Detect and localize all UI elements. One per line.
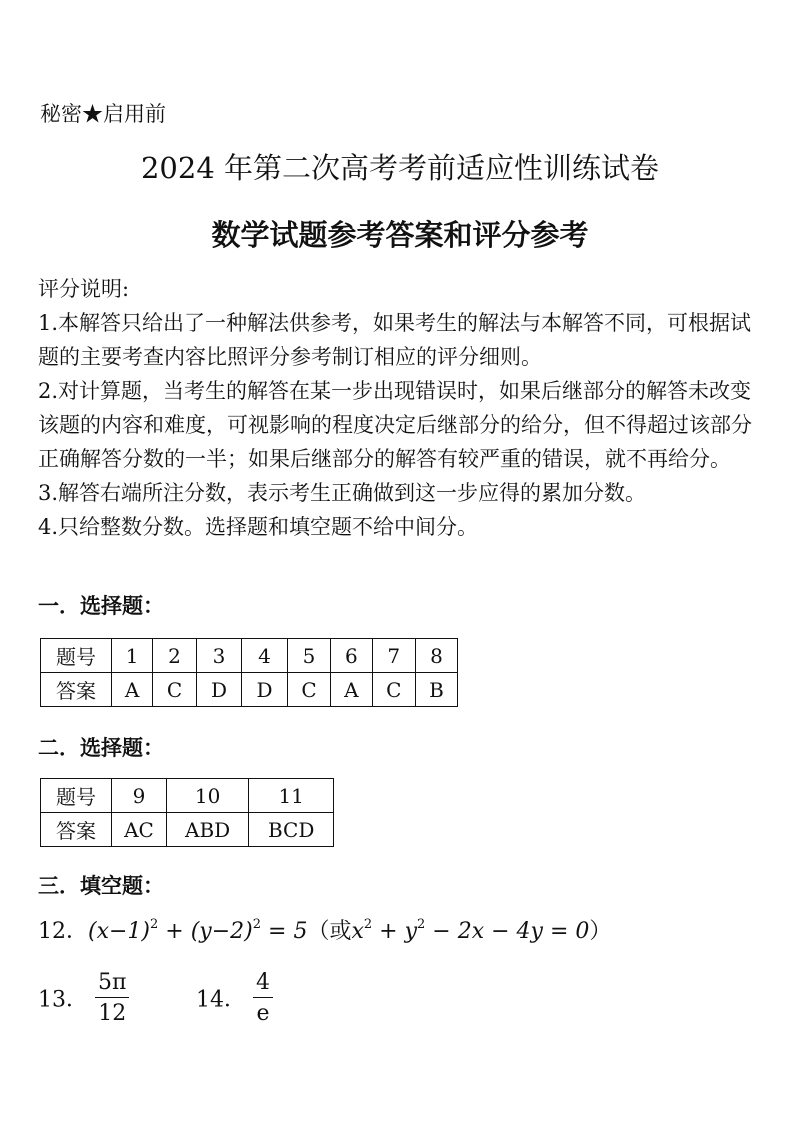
question-number: 7: [372, 639, 416, 673]
scoring-notes-heading: 评分说明:: [38, 277, 130, 301]
section-1-answer-table: [40, 638, 458, 707]
section-3-heading: 三．填空题：: [38, 874, 164, 898]
answer-cell: C: [287, 673, 331, 707]
answer-cell: ABD: [166, 813, 248, 847]
eq-exponent: 2: [363, 917, 373, 932]
question-number: 9: [112, 779, 167, 813]
alt-open: （或: [307, 919, 352, 944]
numerator: 5π: [95, 970, 129, 998]
alt-close: ）: [589, 919, 612, 944]
exam-title: 2024 年第二次高考考前适应性训练试卷: [140, 151, 660, 185]
scoring-note: 4.只给整数分数。选择题和填空题不给中间分。: [38, 515, 479, 539]
eq-exponent: 2: [150, 917, 159, 932]
numerator: 4: [253, 970, 273, 998]
eq-op: +: [372, 919, 405, 944]
answer-cell: C: [153, 673, 197, 707]
question-number-row: [41, 639, 458, 673]
denominator: 12: [98, 1001, 127, 1026]
eq-term: (y−2): [190, 919, 253, 944]
scoring-note: 3.解答右端所注分数，表示考生正确做到这一步应得的累加分数。: [38, 481, 647, 505]
scoring-note: 1.本解答只给出了一种解法供参考，如果考生的解法与本解答不同，可根据试题的主要考查内容比照评分参考制订相应的评分细则。: [38, 311, 752, 369]
scoring-note: 2.对计算题，当考生的解答在某一步出现错误时，如果后继部分的解答未改变该题的内容和难度，可视影响的程度决定后继部分的给分，但不得超过该部分正确解答分数的一半；如果后继部分的解答有较严重的错误，就不再给分。: [38, 379, 752, 471]
answer-cell: B: [416, 673, 458, 707]
question-number: 14．: [196, 987, 246, 1013]
question-number: 3: [196, 639, 241, 673]
answer-row: [41, 813, 334, 847]
eq-term: x: [351, 919, 364, 944]
eq-rhs: = 5: [261, 919, 308, 944]
denominator: e: [256, 1001, 270, 1026]
eq-op: +: [158, 919, 191, 944]
answer-12: [38, 914, 611, 945]
question-number: 13．: [38, 987, 88, 1013]
question-number-row: [41, 779, 334, 813]
question-number: 6: [331, 639, 372, 673]
answer-cell: A: [331, 673, 372, 707]
answer-cell: D: [196, 673, 241, 707]
question-number: 10: [166, 779, 248, 813]
fraction: [253, 970, 273, 1026]
question-number: 11: [249, 779, 334, 813]
answer-cell: A: [112, 673, 153, 707]
row-label: 题号: [41, 779, 112, 813]
alt-equation: [351, 919, 589, 944]
eq-term: (x−1): [88, 919, 151, 944]
row-label: 答案: [41, 813, 112, 847]
answer-13: [38, 970, 129, 1026]
question-number: 1: [112, 639, 153, 673]
circle-equation: [88, 919, 307, 944]
answer-14: [196, 970, 273, 1026]
section-2-heading: 二．选择题：: [38, 736, 164, 760]
eq-term: y: [404, 919, 418, 944]
question-number: 12．: [38, 919, 88, 944]
secret-label: 秘密★启用前: [40, 102, 166, 126]
row-label: 题号: [41, 639, 112, 673]
section-2-answer-table: [40, 778, 334, 847]
scoring-notes: [38, 272, 768, 544]
eq-rest: − 2x − 4y = 0: [425, 919, 590, 944]
row-label: 答案: [41, 673, 112, 707]
answer-key-subtitle: 数学试题参考答案和评分参考: [211, 218, 589, 252]
question-number: 8: [416, 639, 458, 673]
answer-cell: AC: [112, 813, 167, 847]
fraction: [95, 970, 129, 1026]
question-number: 2: [153, 639, 197, 673]
answer-row: [41, 673, 458, 707]
question-number: 5: [287, 639, 331, 673]
section-1-heading: 一．选择题：: [38, 594, 164, 618]
answer-cell: C: [372, 673, 416, 707]
eq-exponent: 2: [417, 917, 426, 932]
eq-exponent: 2: [252, 917, 262, 932]
question-number: 4: [242, 639, 287, 673]
answer-cell: D: [242, 673, 287, 707]
answer-cell: BCD: [249, 813, 334, 847]
